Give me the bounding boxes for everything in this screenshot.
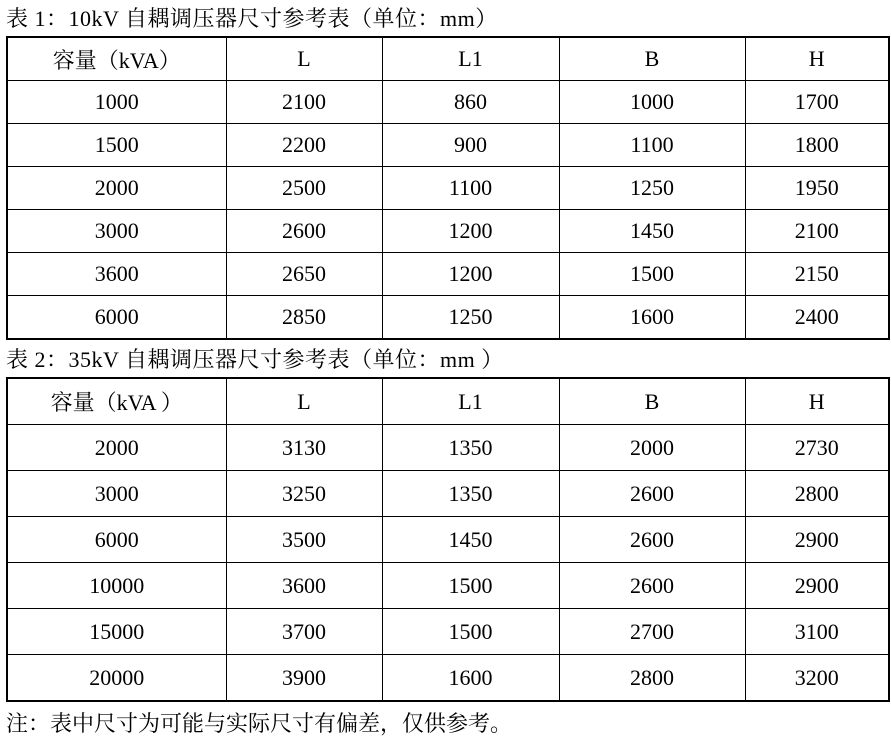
table-row — [7, 471, 889, 517]
table-cell: 2850 — [226, 296, 382, 340]
table1-title: 表 1：10kV 自耦调压器尺寸参考表（单位：mm） — [6, 6, 498, 31]
table-cell: 10000 — [7, 563, 226, 609]
table-cell: 2500 — [226, 167, 382, 210]
table-cell: 2000 — [7, 167, 226, 210]
table-cell: 3500 — [226, 517, 382, 563]
table-cell: 1450 — [559, 210, 745, 253]
table-cell: 1200 — [382, 253, 559, 296]
table-cell: 2400 — [745, 296, 889, 340]
table-cell: 3000 — [7, 210, 226, 253]
header-cell: B — [559, 37, 745, 81]
table-cell: 1500 — [382, 563, 559, 609]
header-row — [7, 378, 889, 425]
table-cell: 20000 — [7, 655, 226, 702]
table-cell: 900 — [382, 124, 559, 167]
table-cell: 6000 — [7, 296, 226, 340]
table-cell: 2730 — [745, 425, 889, 471]
table-cell: 1600 — [559, 296, 745, 340]
table-cell: 1500 — [559, 253, 745, 296]
table-cell: 2150 — [745, 253, 889, 296]
table-cell: 1600 — [382, 655, 559, 702]
table-cell: 3600 — [7, 253, 226, 296]
table-row — [7, 210, 889, 253]
table-cell: 1000 — [7, 81, 226, 124]
table-cell: 3900 — [226, 655, 382, 702]
header-cell: 容量（kVA ） — [7, 378, 226, 425]
table-cell: 2800 — [559, 655, 745, 702]
table-cell: 2700 — [559, 609, 745, 655]
table-row — [7, 167, 889, 210]
table-cell: 3130 — [226, 425, 382, 471]
table-cell: 2600 — [559, 517, 745, 563]
table-cell: 2900 — [745, 517, 889, 563]
table-cell: 2100 — [226, 81, 382, 124]
table-cell: 1250 — [382, 296, 559, 340]
table-cell: 1450 — [382, 517, 559, 563]
table-cell: 2600 — [559, 563, 745, 609]
header-row — [7, 37, 889, 81]
table-cell: 860 — [382, 81, 559, 124]
table-row — [7, 517, 889, 563]
table-row — [7, 563, 889, 609]
table-row — [7, 425, 889, 471]
table-cell: 2000 — [7, 425, 226, 471]
table-cell: 2900 — [745, 563, 889, 609]
table-cell: 1250 — [559, 167, 745, 210]
header-cell: L — [226, 37, 382, 81]
table-cell: 3200 — [745, 655, 889, 702]
table-cell: 1100 — [559, 124, 745, 167]
header-cell: L1 — [382, 37, 559, 81]
table-row — [7, 253, 889, 296]
table-cell: 2600 — [226, 210, 382, 253]
table-cell: 2100 — [745, 210, 889, 253]
table-cell: 1350 — [382, 425, 559, 471]
table-row — [7, 296, 889, 340]
table-cell: 3700 — [226, 609, 382, 655]
table-cell: 1200 — [382, 210, 559, 253]
table-cell: 1500 — [7, 124, 226, 167]
table-row — [7, 609, 889, 655]
table2-title: 表 2：35kV 自耦调压器尺寸参考表（单位：mm ） — [6, 347, 504, 372]
table-cell: 6000 — [7, 517, 226, 563]
table2-dimensions-table — [6, 377, 890, 702]
header-cell: H — [745, 378, 889, 425]
table1-dimensions-table — [6, 36, 890, 340]
header-cell: H — [745, 37, 889, 81]
table-cell: 1000 — [559, 81, 745, 124]
table-cell: 1950 — [745, 167, 889, 210]
header-cell: B — [559, 378, 745, 425]
table-cell: 2600 — [559, 471, 745, 517]
table-cell: 3600 — [226, 563, 382, 609]
table-cell: 3100 — [745, 609, 889, 655]
table-row — [7, 655, 889, 702]
header-cell: 容量（kVA） — [7, 37, 226, 81]
table-row — [7, 81, 889, 124]
footnote: 注：表中尺寸为可能与实际尺寸有偏差，仅供参考。 — [6, 711, 513, 736]
table-cell: 1800 — [745, 124, 889, 167]
table-cell: 1100 — [382, 167, 559, 210]
table-cell: 3000 — [7, 471, 226, 517]
table-cell: 1350 — [382, 471, 559, 517]
header-cell: L1 — [382, 378, 559, 425]
table-cell: 1700 — [745, 81, 889, 124]
table-cell: 15000 — [7, 609, 226, 655]
table-cell: 1500 — [382, 609, 559, 655]
table-row — [7, 124, 889, 167]
table-cell: 2800 — [745, 471, 889, 517]
table-cell: 2650 — [226, 253, 382, 296]
table-cell: 3250 — [226, 471, 382, 517]
header-cell: L — [226, 378, 382, 425]
table-cell: 2000 — [559, 425, 745, 471]
table-cell: 2200 — [226, 124, 382, 167]
